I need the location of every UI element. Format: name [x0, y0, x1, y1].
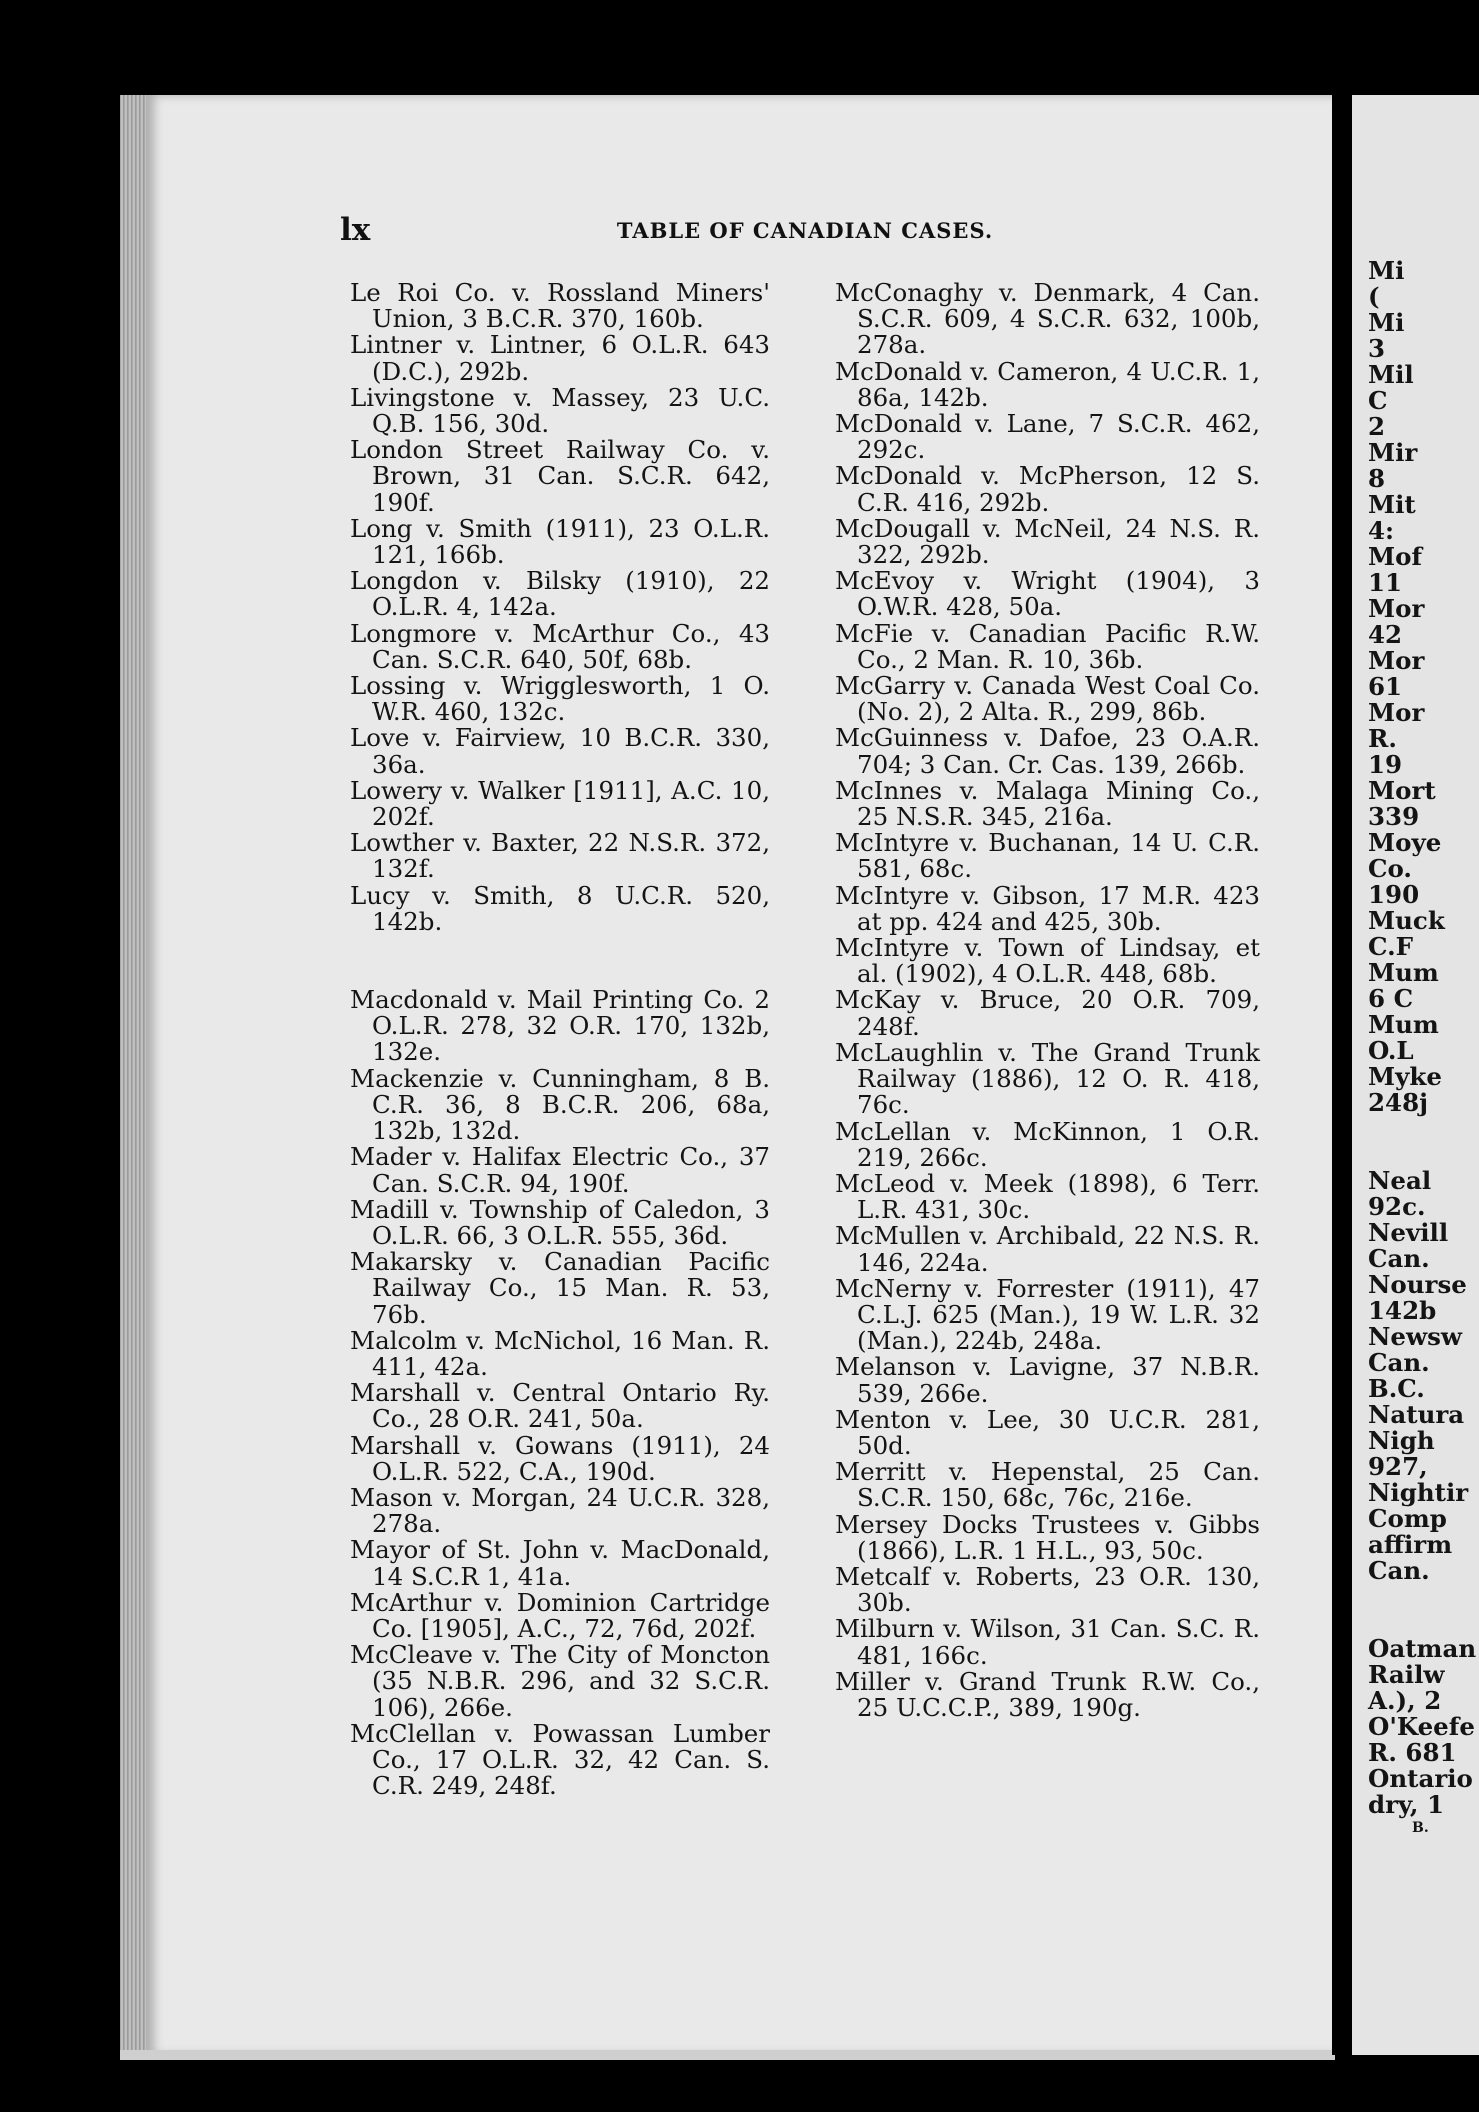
case-entry: Mader v. Halifax Electric Co., 37 Can. S.C.R. 94, 190f.	[350, 1142, 770, 1198]
cut-off-text-line: 2	[1368, 412, 1386, 441]
case-entry: Longmore v. McArthur Co., 43 Can. S.C.R. 640, 50f, 68b.	[350, 618, 770, 674]
cut-off-text-line: B.C.	[1368, 1374, 1425, 1403]
case-entry: McDonald v. McPherson, 12 S. C.R. 416, 292b.	[835, 461, 1260, 517]
cut-off-text-line: 61	[1368, 672, 1403, 701]
cut-off-text-line: Mort	[1368, 776, 1436, 805]
case-entry: Milburn v. Wilson, 31 Can. S.C. R. 481, 166c.	[835, 1614, 1260, 1670]
cut-off-text-line: Mum	[1368, 958, 1439, 987]
case-entry: London Street Railway Co. v. Brown, 31 Can. S.C.R. 642, 190f.	[350, 435, 770, 517]
case-entry: McNerny v. Forrester (1911), 47 C.L.J. 625 (Man.), 19 W. L.R. 32 (Man.), 224b, 248a.	[835, 1273, 1260, 1356]
cut-off-text-line: Nevill	[1368, 1218, 1449, 1247]
case-entry: McInnes v. Malaga Mining Co., 25 N.S.R. 345, 216a.	[835, 775, 1260, 832]
cut-off-text-line: affirm	[1368, 1530, 1453, 1559]
cut-off-text-line: Mir	[1368, 438, 1418, 467]
section-gap	[1368, 1584, 1479, 1636]
case-entry: McArthur v. Dominion Cartridge Co. [1905], A.C., 72, 76d, 202f.	[350, 1587, 770, 1643]
case-entry: McGuinness v. Dafoe, 23 O.A.R. 704; 3 Can. Cr. Cas. 139, 266b.	[835, 723, 1260, 779]
right-page-cut-column	[1368, 258, 1479, 1838]
case-entry: McFie v. Canadian Pacific R.W. Co., 2 Man. R. 10, 36b.	[835, 618, 1260, 674]
cut-off-text-line: Mof	[1368, 542, 1423, 571]
case-entry: Merritt v. Hepenstal, 25 Can. S.C.R. 150, 68c, 76c, 216e.	[835, 1457, 1260, 1513]
cut-off-text-line: O'Keefe	[1368, 1712, 1475, 1741]
case-entry: Miller v. Grand Trunk R.W. Co., 25 U.C.C.P., 389, 190g.	[835, 1666, 1260, 1722]
cut-off-text-line: R. 681	[1368, 1738, 1457, 1767]
left-case-column	[350, 280, 770, 1799]
running-title: TABLE OF CANADIAN CASES.	[616, 218, 994, 243]
case-entry: Livingstone v. Massey, 23 U.C. Q.B. 156, 30d.	[350, 382, 770, 439]
case-entry: Macdonald v. Mail Printing Co. 2 O.L.R. 278, 32 O.R. 170, 132b, 132e.	[350, 985, 770, 1067]
case-entry: McMullen v. Archibald, 22 N.S. R. 146, 224a.	[835, 1221, 1260, 1277]
case-entry: Mayor of St. John v. MacDonald, 14 S.C.R 1, 41a.	[350, 1535, 770, 1591]
case-entry: McLellan v. McKinnon, 1 O.R. 219, 266c.	[835, 1116, 1260, 1172]
case-entry: McConaghy v. Denmark, 4 Can. S.C.R. 609, 4 S.C.R. 632, 100b, 278a.	[835, 278, 1260, 360]
cut-off-text-line: Mor	[1368, 594, 1425, 623]
cut-off-text-line: 42	[1368, 620, 1403, 649]
page-bottom-edge	[120, 2050, 1335, 2060]
cut-off-text-line: Ontario	[1368, 1764, 1473, 1793]
case-entry: McGarry v. Canada West Coal Co. (No. 2), 2 Alta. R., 299, 86b.	[835, 671, 1260, 727]
case-entry: Mersey Docks Trustees v. Gibbs (1866), L.R. 1 H.L., 93, 50c.	[835, 1509, 1260, 1565]
cut-off-text-line: C	[1368, 386, 1388, 415]
cut-off-text-line: Oatman	[1368, 1634, 1477, 1663]
case-entry: McClellan v. Powassan Lumber Co., 17 O.L.R. 32, 42 Can. S. C.R. 249, 248f.	[350, 1718, 770, 1801]
running-header	[340, 212, 1270, 252]
case-entry: Malcolm v. McNichol, 16 Man. R. 411, 42a.	[350, 1325, 770, 1381]
cut-off-text-line: Co.	[1368, 854, 1412, 883]
middle-case-column	[835, 280, 1260, 1721]
case-entry: Longdon v. Bilsky (1910), 22 O.L.R. 4, 142a.	[350, 566, 770, 622]
case-entry: Long v. Smith (1911), 23 O.L.R. 121, 166b.	[350, 513, 770, 570]
cut-off-text-line: Mi	[1368, 308, 1405, 337]
case-entry: McDonald v. Lane, 7 S.C.R. 462, 292c.	[835, 409, 1260, 465]
cut-off-text-line: Moye	[1368, 828, 1442, 857]
cut-off-text-line: Comp	[1368, 1504, 1447, 1533]
cut-off-text-line: Nightir	[1368, 1478, 1469, 1507]
cut-off-text-line: Mit	[1368, 490, 1416, 519]
case-entry: Mackenzie v. Cunningham, 8 B. C.R. 36, 8 B.C.R. 206, 68a, 132b, 132d.	[350, 1063, 770, 1146]
cut-off-text-line: Can.	[1368, 1348, 1430, 1377]
cut-off-text-line: Mi	[1368, 256, 1405, 285]
cut-off-text-line: Newsw	[1368, 1322, 1462, 1351]
case-entry: Menton v. Lee, 30 U.C.R. 281, 50d.	[835, 1404, 1260, 1460]
cut-off-text-line: Nourse	[1368, 1270, 1467, 1299]
case-entry: Melanson v. Lavigne, 37 N.B.R. 539, 266e.	[835, 1352, 1260, 1408]
case-entry: Lowery v. Walker [1911], A.C. 10, 202f.	[350, 775, 770, 832]
case-entry: McIntyre v. Buchanan, 14 U. C.R. 581, 68c.	[835, 828, 1260, 884]
case-entry: McDougall v. McNeil, 24 N.S. R. 322, 292b.	[835, 513, 1260, 570]
cut-off-text-line: Neal	[1368, 1166, 1432, 1195]
cut-off-text-line: 142b	[1368, 1296, 1437, 1325]
cut-off-text-line: Natura	[1368, 1400, 1465, 1429]
cut-off-text-line: 248j	[1368, 1088, 1429, 1117]
case-entry: McDonald v. Cameron, 4 U.C.R. 1, 86a, 142b.	[835, 356, 1260, 412]
case-entry: Love v. Fairview, 10 B.C.R. 330, 36a.	[350, 723, 770, 779]
cut-off-text-line: 8	[1368, 464, 1386, 493]
cut-off-text-line: 927,	[1368, 1452, 1428, 1481]
case-entry: Madill v. Township of Caledon, 3 O.L.R. 66, 3 O.L.R. 555, 36d.	[350, 1194, 770, 1250]
case-entry: Mason v. Morgan, 24 U.C.R. 328, 278a.	[350, 1482, 770, 1539]
case-entry: McIntyre v. Gibson, 17 M.R. 423 at pp. 424 and 425, 30b.	[835, 880, 1260, 936]
case-entry: Le Roi Co. v. Rossland Miners' Union, 3 B.C.R. 370, 160b.	[350, 278, 770, 334]
case-entry: Makarsky v. Canadian Pacific Railway Co., 15 Man. R. 53, 76b.	[350, 1247, 770, 1329]
cut-off-text-line: Mum	[1368, 1010, 1439, 1039]
cut-off-text-line: Mil	[1368, 360, 1414, 389]
case-entry: Marshall v. Gowans (1911), 24 O.L.R. 522, C.A., 190d.	[350, 1430, 770, 1486]
case-entry: Metcalf v. Roberts, 23 O.R. 130, 30b.	[835, 1561, 1260, 1618]
cut-off-text-line: C.F	[1368, 932, 1413, 961]
section-gap	[350, 935, 770, 987]
cut-off-text-line: 19	[1368, 750, 1403, 779]
case-entry: McCleave v. The City of Moncton (35 N.B.R. 296, and 32 S.C.R. 106), 266e.	[350, 1640, 770, 1722]
cut-off-text-line: (	[1368, 282, 1380, 311]
cut-off-text-line: dry, 1	[1368, 1790, 1445, 1819]
cut-off-text-line: Can.	[1368, 1556, 1430, 1585]
cut-off-text-line: Muck	[1368, 906, 1445, 935]
cut-off-text-line: 11	[1368, 568, 1403, 597]
case-entry: Lossing v. Wrigglesworth, 1 O. W.R. 460, 132c.	[350, 671, 770, 727]
book-gutter	[1332, 95, 1352, 2055]
cut-off-text-line: 4:	[1368, 516, 1395, 545]
case-entry: Lowther v. Baxter, 22 N.S.R. 372, 132f.	[350, 828, 770, 884]
case-entry: McIntyre v. Town of Lindsay, et al. (1902), 4 O.L.R. 448, 68b.	[835, 933, 1260, 989]
cut-off-text-line: 3	[1368, 334, 1386, 363]
case-entry: Lucy v. Smith, 8 U.C.R. 520, 142b.	[350, 880, 770, 936]
cut-off-text-line: Mor	[1368, 646, 1425, 675]
case-entry: McEvoy v. Wright (1904), 3 O.W.R. 428, 50a.	[835, 566, 1260, 622]
cut-off-text-line: Nigh	[1368, 1426, 1435, 1455]
cut-off-text-line: Can.	[1368, 1244, 1430, 1273]
cut-off-text-line: A.), 2	[1368, 1686, 1442, 1715]
case-entry: McKay v. Bruce, 20 O.R. 709, 248f.	[835, 985, 1260, 1041]
section-gap	[1368, 1116, 1479, 1168]
page-edge-stack	[120, 95, 146, 2055]
case-entry: McLaughlin v. The Grand Trunk Railway (1886), 12 O. R. 418, 76c.	[835, 1037, 1260, 1120]
cut-off-text-line: 339	[1368, 802, 1420, 831]
case-entry: McLeod v. Meek (1898), 6 Terr. L.R. 431, 30c.	[835, 1168, 1260, 1225]
cut-off-text-line: R.	[1368, 724, 1397, 753]
cut-off-text-line: B.	[1412, 1820, 1429, 1836]
case-entry: Lintner v. Lintner, 6 O.L.R. 643 (D.C.), 292b.	[350, 330, 770, 386]
cut-off-text-line: Myke	[1368, 1062, 1442, 1091]
cut-off-text-line: Mor	[1368, 698, 1425, 727]
cut-off-text-line: Railw	[1368, 1660, 1445, 1689]
page-number: lx	[340, 212, 371, 248]
case-entry: Marshall v. Central Ontario Ry. Co., 28 O.R. 241, 50a.	[350, 1378, 770, 1434]
cut-off-text-line: 6 C	[1368, 984, 1414, 1013]
cut-off-text-line: O.L	[1368, 1036, 1414, 1065]
cut-off-text-line: 190	[1368, 880, 1420, 909]
cut-off-text-line: 92c.	[1368, 1192, 1426, 1221]
